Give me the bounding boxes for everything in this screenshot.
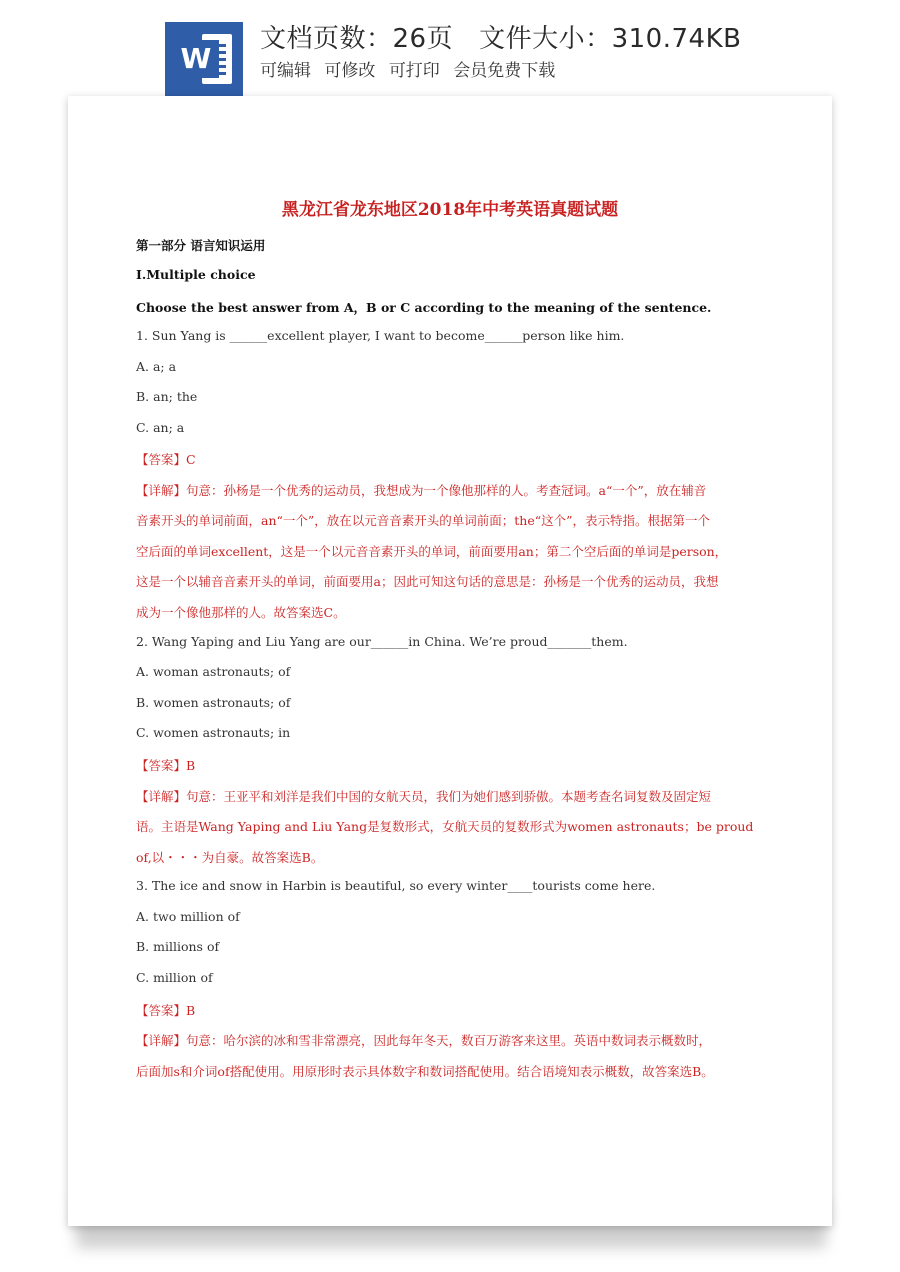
explanation-line: 【详解】句意：王亚平和刘洋是我们中国的女航天员，我们为她们感到骄傲。本题考查名词复数及固定短 xyxy=(136,789,712,804)
option-a: A. a; a xyxy=(136,359,177,374)
explanation-line: 后面加s和介词of搭配使用。用原形时表示具体数字和数词搭配使用。结合语境知表示概数，故答案选B。 xyxy=(136,1064,714,1079)
option-b: B. an; the xyxy=(136,389,198,404)
option-c: C. million of xyxy=(136,970,213,985)
word-doc-icon: W xyxy=(165,22,243,96)
option-b: B. women astronauts; of xyxy=(136,695,291,710)
page-count: 文档页数：26页 xyxy=(260,24,454,54)
document-page xyxy=(68,96,832,1226)
feature-member-download: 会员免费下载 xyxy=(453,61,556,81)
instruction: Choose the best answer from A，B or C according to the meaning of the sentence. xyxy=(136,300,712,315)
explanation-line: 音素开头的单词前面，an“一个”，放在以元音音素开头的单词前面；the“这个”，表示特指。根据第一个 xyxy=(136,513,711,528)
answer: 【答案】C xyxy=(136,452,196,467)
explanation-line: 这是一个以辅音音素开头的单词，前面要用a；因此可知这句话的意思是：孙杨是一个优秀的运动员，我想 xyxy=(136,574,719,589)
option-b: B. millions of xyxy=(136,939,220,954)
file-size: 文件大小：310.74KB xyxy=(479,24,742,54)
option-c: C. women astronauts; in xyxy=(136,725,291,740)
explanation-line: 【详解】句意：哈尔滨的冰和雪非常漂亮，因此每年冬天，数百万游客来这里。英语中数词表示概数时， xyxy=(136,1033,712,1048)
question-stem: 3. The ice and snow in Harbin is beautiful, so every winter____tourists come here. xyxy=(136,878,656,893)
feature-modifiable: 可修改 xyxy=(324,61,376,81)
explanation-line: 【详解】句意：孙杨是一个优秀的运动员，我想成为一个像他那样的人。考查冠词。a“一个”，放在辅音 xyxy=(136,483,707,498)
section-heading: Ⅰ.Multiple choice xyxy=(136,267,256,282)
explanation-line: 空后面的单词excellent，这是一个以元音音素开头的单词，前面要用an；第二个空后面的单词是person， xyxy=(136,544,728,559)
answer: 【答案】B xyxy=(136,1003,196,1018)
explanation-line: 成为一个像他那样的人。故答案选C。 xyxy=(136,605,346,620)
question-stem: 2. Wang Yaping and Liu Yang are our______in China. We’re proud_______them. xyxy=(136,634,628,649)
explanation-line: of,以・・・为自豪。故答案选B。 xyxy=(136,850,324,865)
feature-printable: 可打印 xyxy=(388,61,440,81)
question-stem: 1. Sun Yang is ______excellent player, I want to become______person like him. xyxy=(136,328,625,343)
download-banner xyxy=(0,0,900,96)
explanation-line: 语。主语是Wang Yaping and Liu Yang是复数形式，女航天员的复数形式为women astronauts；be proud xyxy=(136,819,754,834)
answer: 【答案】B xyxy=(136,758,196,773)
option-a: A. two million of xyxy=(136,909,240,924)
document-title: 黑龙江省龙东地区2018年中考英语真题试题 xyxy=(281,200,619,220)
banner-title xyxy=(260,18,741,55)
part-heading: 第一部分 语言知识运用 xyxy=(136,238,266,253)
feature-editable: 可编辑 xyxy=(260,61,311,81)
option-c: C. an; a xyxy=(136,420,185,435)
feature-list xyxy=(260,56,563,81)
option-a: A. woman astronauts; of xyxy=(136,664,291,679)
